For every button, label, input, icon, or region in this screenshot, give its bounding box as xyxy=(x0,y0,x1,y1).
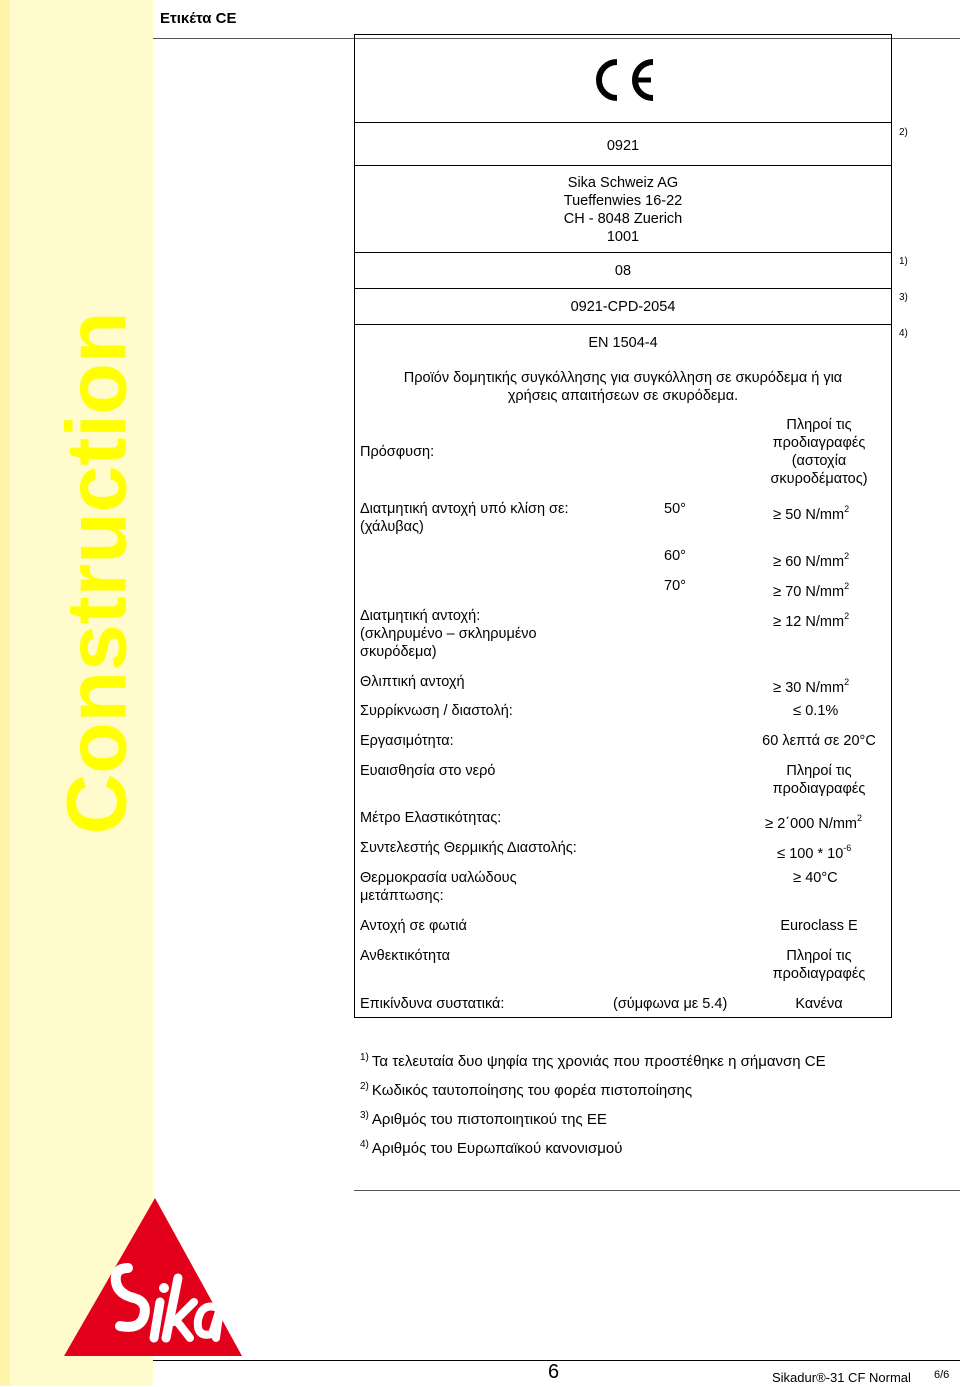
marker-2: 2) xyxy=(899,127,908,138)
durability-value: Πληροί τις xyxy=(786,948,852,964)
workability-label: Εργασιμότητα: xyxy=(360,733,454,749)
modulus-value: ≥ 2΄000 $N/mm^2$ xyxy=(765,813,863,832)
workability-value: 60 λεπτά σε 20°C xyxy=(762,733,876,749)
divider xyxy=(354,324,892,325)
page-of: 6/6 xyxy=(934,1369,950,1381)
angle-60: 60° xyxy=(664,548,686,564)
hazard-label: Επικίνδυνα συστατικά: xyxy=(360,996,505,1012)
svg-text:R: R xyxy=(229,1312,237,1323)
shear-slant-label: (χάλυβας) xyxy=(360,519,424,535)
shrinkage-label: Συρρίκνωση / διαστολή: xyxy=(360,703,513,719)
shear-concrete-label: σκυρόδεμα) xyxy=(360,644,437,660)
divider xyxy=(354,122,892,123)
footnote-item: $^{2)}$ Κωδικός ταυτοποίησης του φορέα πιστοποίησης xyxy=(360,1081,693,1099)
divider xyxy=(354,252,892,253)
shear-50-value: ≥ 50 $N/mm^2$ xyxy=(773,504,850,523)
manufacturer-name: Sika Schweiz AG xyxy=(567,175,679,191)
angle-50: 50° xyxy=(664,501,686,517)
shear-concrete-label: (σκληρυμένο – σκληρυμένο xyxy=(360,626,537,642)
adhesion-label: Πρόσφυση: xyxy=(360,444,435,460)
footnote-bottom-rule xyxy=(354,1190,960,1191)
footnote-item: $^{1)}$ Τα τελευταία δυο ψηφία της χρονιάς που προστέθηκε η σήμανση CE xyxy=(360,1052,826,1070)
certificate-number: 0921-CPD-2054 xyxy=(570,299,676,315)
sika-logo-icon xyxy=(62,1198,248,1358)
product-description-line: χρήσεις απαιτήσεων σε σκυρόδεμα. xyxy=(507,388,739,404)
angle-70: 70° xyxy=(664,578,686,594)
notified-body-number: 0921 xyxy=(606,138,640,154)
ce-mark-icon xyxy=(585,56,657,104)
hazard-note: (σύμφωνα με 5.4) xyxy=(613,996,728,1012)
year-code: 08 xyxy=(614,263,632,279)
divider xyxy=(354,288,892,289)
marker-3: 3) xyxy=(899,292,908,303)
water-sensitivity-value: προδιαγραφές xyxy=(772,781,866,797)
fire-resistance-label: Αντοχή σε φωτιά xyxy=(360,918,467,934)
thermal-expansion-label: Συντελεστής Θερμικής Διαστολής: xyxy=(360,840,577,856)
compressive-value: ≥ 30 $N/mm^2$ xyxy=(773,677,850,696)
modulus-label: Μέτρο Ελαστικότητας: xyxy=(360,810,502,826)
thermal-expansion-value: ≤ $100 * 10^{-6}$ xyxy=(777,843,852,862)
hazard-value: Κανένα xyxy=(795,996,843,1012)
marker-4: 4) xyxy=(899,328,908,339)
section-title: Ετικέτα CE xyxy=(160,10,237,27)
glass-transition-value: ≥ 40°C xyxy=(793,869,838,886)
adhesion-value: (αστοχία xyxy=(791,453,847,469)
durability-value: προδιαγραφές xyxy=(772,966,866,982)
manufacturer-city: CH - 8048 Zuerich xyxy=(563,211,683,227)
shear-slant-label: Διατμητική αντοχή υπό κλίση σε: xyxy=(360,501,569,517)
shear-concrete-label: Διατμητική αντοχή: xyxy=(360,608,481,624)
durability-label: Ανθεκτικότητα xyxy=(360,948,451,964)
product-name: Sikadur®-31 CF Normal xyxy=(772,1370,911,1385)
shear-concrete-value: ≥ 12 $N/mm^2$ xyxy=(773,611,850,630)
sidebar-strip xyxy=(0,0,10,1386)
footnote-item: $^{4)}$ Αριθμός του Ευρωπαϊκού κανονισμού xyxy=(360,1139,623,1157)
standard-number: EN 1504-4 xyxy=(588,335,658,351)
divider xyxy=(354,165,892,166)
manufacturer-code: 1001 xyxy=(606,229,640,245)
water-sensitivity-value: Πληροί τις xyxy=(786,763,852,779)
glass-transition-label: μετάπτωσης: xyxy=(360,888,444,904)
shear-60-value: ≥ 60 $N/mm^2$ xyxy=(773,551,850,570)
product-description-line: Προϊόν δομητικής συγκόλλησης για συγκόλληση σε σκυρόδεμα ή για xyxy=(403,370,843,386)
adhesion-value: σκυροδέματος) xyxy=(770,471,868,487)
shrinkage-value: ≤ 0.1% xyxy=(793,702,839,719)
water-sensitivity-label: Ευαισθησία στο νερό xyxy=(360,763,496,779)
glass-transition-label: Θερμοκρασία υαλώδους xyxy=(360,870,517,886)
adhesion-value: προδιαγραφές xyxy=(772,435,866,451)
manufacturer-street: Tueffenwies 16-22 xyxy=(563,193,683,209)
adhesion-value: Πληροί τις xyxy=(786,417,852,433)
fire-resistance-value: Euroclass E xyxy=(780,918,858,934)
compressive-label: Θλιπτική αντοχή xyxy=(360,674,465,690)
marker-1: 1) xyxy=(899,256,908,267)
footnote-item: $^{3)}$ Αριθμός του πιστοποιητικού της ΕΕ xyxy=(360,1110,607,1128)
shear-70-value: ≥ 70 $N/mm^2$ xyxy=(773,581,850,600)
page-number: 6 xyxy=(548,1361,560,1383)
